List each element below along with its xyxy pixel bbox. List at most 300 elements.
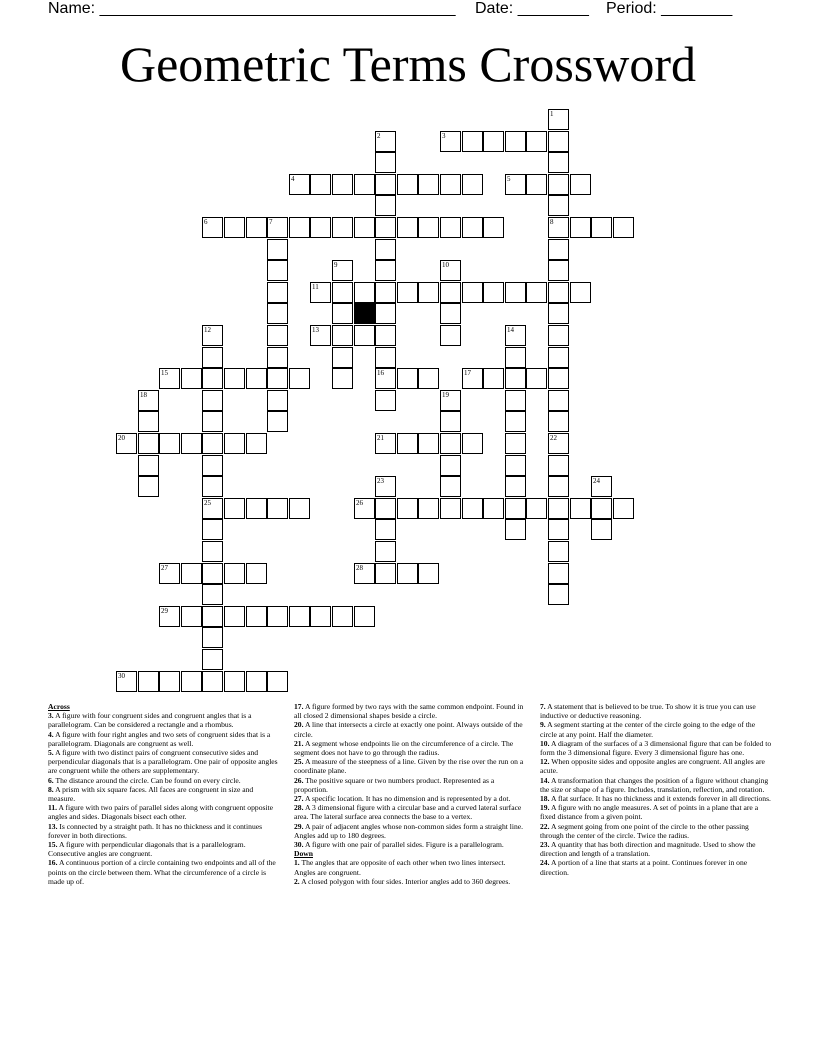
grid-cell[interactable] <box>505 390 526 411</box>
clue-number: 30 <box>118 672 125 680</box>
grid-cell[interactable] <box>332 368 353 389</box>
grid-cell[interactable] <box>267 303 288 324</box>
grid-cell[interactable] <box>246 498 267 519</box>
grid-cell[interactable] <box>440 174 461 195</box>
grid-cell[interactable] <box>548 325 569 346</box>
grid-cell[interactable] <box>224 433 245 454</box>
grid-cell[interactable] <box>526 498 547 519</box>
grid-cell[interactable] <box>548 282 569 303</box>
grid-cell[interactable] <box>440 390 461 411</box>
clue-number: 1 <box>550 110 554 118</box>
grid-cell[interactable] <box>375 195 396 216</box>
grid-cell[interactable] <box>246 217 267 238</box>
grid-cell[interactable] <box>548 217 569 238</box>
grid-cell[interactable] <box>397 563 418 584</box>
clue-number: 23. <box>540 840 550 850</box>
grid-cell[interactable] <box>483 217 504 238</box>
grid-cell[interactable] <box>375 131 396 152</box>
grid-cell[interactable] <box>548 239 569 260</box>
grid-cell[interactable] <box>224 563 245 584</box>
grid-cell[interactable] <box>548 390 569 411</box>
clue <box>294 840 526 849</box>
clue <box>48 840 280 858</box>
grid-cell[interactable] <box>310 174 331 195</box>
grid-cell[interactable] <box>354 282 375 303</box>
grid-cell[interactable] <box>267 239 288 260</box>
grid-cell[interactable] <box>289 498 310 519</box>
date-field[interactable]: Date: ________ <box>475 0 589 17</box>
clue-text: A flat surface. It has no thickness and it extends forever in all directions. <box>549 794 771 804</box>
grid-cell[interactable] <box>505 411 526 432</box>
clue-number: 4. <box>48 729 54 739</box>
clue-number: 9. <box>540 720 546 730</box>
grid-cell[interactable] <box>418 433 439 454</box>
grid-cell[interactable] <box>116 671 137 692</box>
clue-number: 20. <box>294 720 304 730</box>
grid-cell[interactable] <box>397 498 418 519</box>
grid-cell[interactable] <box>332 325 353 346</box>
grid-cell[interactable] <box>181 433 202 454</box>
grid-cell[interactable] <box>591 476 612 497</box>
grid-cell[interactable] <box>483 282 504 303</box>
grid-cell[interactable] <box>267 325 288 346</box>
clue-text: A diagram of the surfaces of a 3 dimensional figure that can be folded to form the 3 dimensional figure. Every 3 dimensional figure has one. <box>540 738 772 758</box>
grid-cell[interactable] <box>483 131 504 152</box>
clue-text: When opposite sides and opposite angles are congruent. All angles are acute. <box>540 757 765 776</box>
grid-cell[interactable] <box>375 390 396 411</box>
grid-cell[interactable] <box>526 174 547 195</box>
clue-number: 8. <box>48 784 54 794</box>
grid-cell[interactable] <box>332 606 353 627</box>
clue-number: 5. <box>48 748 54 758</box>
grid-cell[interactable] <box>202 563 223 584</box>
clue-number: 27. <box>294 794 304 804</box>
grid-cell[interactable] <box>462 131 483 152</box>
grid-cell[interactable] <box>202 606 223 627</box>
period-field[interactable]: Period: ________ <box>606 0 733 17</box>
grid-cell[interactable] <box>354 563 375 584</box>
grid-cell[interactable] <box>246 433 267 454</box>
grid-cell[interactable] <box>570 498 591 519</box>
clue-text: A transformation that changes the position of a figure without changing the size or shape of a figure. Includes, translation, reflection, and rotation. <box>540 775 769 794</box>
clue-text: A prism with six square faces. All faces are congruent in size and measure. <box>48 784 254 804</box>
grid-cell[interactable] <box>375 563 396 584</box>
grid-cell[interactable] <box>159 563 180 584</box>
grid-cell[interactable] <box>267 411 288 432</box>
grid-cell[interactable] <box>159 671 180 692</box>
grid-cell[interactable] <box>138 411 159 432</box>
grid-cell[interactable] <box>267 347 288 368</box>
grid-cell[interactable] <box>591 498 612 519</box>
grid-cell[interactable] <box>418 498 439 519</box>
grid-cell[interactable] <box>505 498 526 519</box>
grid-cell[interactable] <box>202 217 223 238</box>
clue-text: A figure with no angle measures. A set of points in a plane that are a fixed distance from a given point. <box>540 803 759 822</box>
clue-text: A pair of adjacent angles whose non-common sides form a straight line. Angles add up to 180 degrees. <box>294 821 524 840</box>
grid-cell[interactable] <box>202 584 223 605</box>
grid-cell[interactable] <box>332 217 353 238</box>
clue-number: 17. <box>294 702 304 711</box>
grid-cell[interactable] <box>202 627 223 648</box>
clue-number: 29. <box>294 821 304 831</box>
grid-cell[interactable] <box>354 498 375 519</box>
grid-cell[interactable] <box>548 455 569 476</box>
grid-cell[interactable] <box>440 433 461 454</box>
grid-cell[interactable] <box>138 476 159 497</box>
grid-cell[interactable] <box>246 606 267 627</box>
clue-number: 25. <box>294 757 304 767</box>
clue-number: 6 <box>204 218 208 226</box>
grid-cell[interactable] <box>462 217 483 238</box>
grid-cell[interactable] <box>548 433 569 454</box>
clue-text: A figure with perpendicular diagonals that is a parallelogram. Consecutive angles are congruent. <box>48 840 246 859</box>
clue-number: 20 <box>118 434 125 442</box>
clue <box>540 803 772 821</box>
grid-cell[interactable] <box>483 368 504 389</box>
grid-cell[interactable] <box>224 498 245 519</box>
grid-cell[interactable] <box>224 217 245 238</box>
grid-cell[interactable] <box>159 368 180 389</box>
clue-column-2 <box>294 702 526 886</box>
grid-block <box>354 303 375 324</box>
clue-number: 2 <box>377 132 381 140</box>
grid-cell[interactable] <box>267 390 288 411</box>
grid-cell[interactable] <box>375 325 396 346</box>
grid-cell[interactable] <box>548 476 569 497</box>
grid-cell[interactable] <box>440 455 461 476</box>
grid-cell[interactable] <box>332 260 353 281</box>
clue <box>48 711 280 729</box>
grid-cell[interactable] <box>613 217 634 238</box>
clue-number: 28 <box>356 564 363 572</box>
clue-number: 27 <box>161 564 168 572</box>
grid-cell[interactable] <box>505 368 526 389</box>
clue-text: A specific location. It has no dimension and is represented by a dot. <box>303 794 511 804</box>
grid-cell[interactable] <box>397 433 418 454</box>
grid-cell[interactable] <box>202 411 223 432</box>
grid-cell[interactable] <box>505 174 526 195</box>
clue-text: Is connected by a straight path. It has no thickness and it continues forever in both directions. <box>48 821 263 840</box>
grid-cell[interactable] <box>202 519 223 540</box>
clue-text: The angles that are opposite of each other when two lines intersect. Angles are congruent. <box>294 858 506 877</box>
clue-number: 15 <box>161 369 168 377</box>
grid-cell[interactable] <box>354 325 375 346</box>
grid-cell[interactable] <box>397 174 418 195</box>
grid-cell[interactable] <box>267 282 288 303</box>
grid-cell[interactable] <box>159 606 180 627</box>
grid-cell[interactable] <box>310 325 331 346</box>
grid-cell[interactable] <box>267 368 288 389</box>
grid-cell[interactable] <box>267 671 288 692</box>
grid-cell[interactable] <box>246 368 267 389</box>
clue-text: A quantity that has both direction and magnitude. Used to show the direction and length of a translation. <box>540 840 756 859</box>
grid-cell[interactable] <box>548 541 569 562</box>
grid-cell[interactable] <box>570 282 591 303</box>
grid-cell[interactable] <box>224 671 245 692</box>
clue-number: 28. <box>294 803 304 813</box>
grid-cell[interactable] <box>202 433 223 454</box>
grid-cell[interactable] <box>548 563 569 584</box>
grid-cell[interactable] <box>440 411 461 432</box>
grid-cell[interactable] <box>289 606 310 627</box>
grid-cell[interactable] <box>462 282 483 303</box>
grid-cell[interactable] <box>116 433 137 454</box>
grid-cell[interactable] <box>375 217 396 238</box>
grid-cell[interactable] <box>202 368 223 389</box>
grid-cell[interactable] <box>332 174 353 195</box>
grid-cell[interactable] <box>440 217 461 238</box>
grid-cell[interactable] <box>332 303 353 324</box>
grid-cell[interactable] <box>548 347 569 368</box>
grid-cell[interactable] <box>310 217 331 238</box>
grid-cell[interactable] <box>548 174 569 195</box>
grid-cell[interactable] <box>224 606 245 627</box>
grid-cell[interactable] <box>181 671 202 692</box>
grid-cell[interactable] <box>375 476 396 497</box>
grid-cell[interactable] <box>375 152 396 173</box>
grid-cell[interactable] <box>418 217 439 238</box>
clue-number: 10. <box>540 738 550 748</box>
grid-cell[interactable] <box>418 282 439 303</box>
clue-text: A statement that is believed to be true. To show it is true you can use inductive or deductive reasoning. <box>540 702 756 721</box>
clue <box>540 794 772 803</box>
grid-cell[interactable] <box>526 368 547 389</box>
grid-cell[interactable] <box>462 433 483 454</box>
grid-cell[interactable] <box>354 217 375 238</box>
clue-number: 7. <box>540 702 546 711</box>
grid-cell[interactable] <box>202 347 223 368</box>
grid-cell[interactable] <box>267 217 288 238</box>
grid-cell[interactable] <box>375 368 396 389</box>
grid-cell[interactable] <box>505 433 526 454</box>
grid-cell[interactable] <box>418 368 439 389</box>
clue-number: 29 <box>161 607 168 615</box>
grid-cell[interactable] <box>548 109 569 130</box>
grid-cell[interactable] <box>202 541 223 562</box>
clue-text: A continuous portion of a circle containing two endpoints and all of the points on the circle between them. What the circumference of a circle is made up of. <box>48 858 276 886</box>
grid-cell[interactable] <box>462 174 483 195</box>
grid-cell[interactable] <box>526 282 547 303</box>
grid-cell[interactable] <box>224 368 245 389</box>
grid-cell[interactable] <box>548 152 569 173</box>
grid-cell[interactable] <box>505 455 526 476</box>
clue-number: 19. <box>540 803 550 813</box>
grid-cell[interactable] <box>526 131 547 152</box>
clue <box>294 739 526 757</box>
grid-cell[interactable] <box>181 563 202 584</box>
grid-cell[interactable] <box>418 563 439 584</box>
clue-number: 14. <box>540 775 550 785</box>
grid-cell[interactable] <box>570 217 591 238</box>
grid-cell[interactable] <box>375 541 396 562</box>
grid-cell[interactable] <box>354 606 375 627</box>
clue-number: 26 <box>356 499 363 507</box>
clue-number: 9 <box>334 261 338 269</box>
clue <box>48 730 280 748</box>
clue-text: A segment starting at the center of the circle going to the edge of the circle at any point. Half the diameter. <box>540 720 756 739</box>
grid-cell[interactable] <box>505 347 526 368</box>
clue <box>48 785 280 803</box>
clue-number: 14 <box>507 326 514 334</box>
grid-cell[interactable] <box>440 303 461 324</box>
grid-cell[interactable] <box>332 347 353 368</box>
grid-cell[interactable] <box>332 282 353 303</box>
clue-number: 3. <box>48 711 54 721</box>
clue-number: 21. <box>294 738 304 748</box>
grid-cell[interactable] <box>202 476 223 497</box>
clue <box>540 702 772 720</box>
grid-cell[interactable] <box>548 584 569 605</box>
clue-text: A line that intersects a circle at exactly one point. Always outside of the circle. <box>294 720 523 739</box>
grid-cell[interactable] <box>505 325 526 346</box>
grid-cell[interactable] <box>548 368 569 389</box>
grid-cell[interactable] <box>548 303 569 324</box>
clue <box>48 776 280 785</box>
clue-text: A portion of a line that starts at a point. Continues forever in one direction. <box>540 858 748 877</box>
grid-cell[interactable] <box>267 260 288 281</box>
grid-cell[interactable] <box>462 498 483 519</box>
grid-cell[interactable] <box>138 390 159 411</box>
clue-text: The positive square or two numbers product. Represented as a proportion. <box>294 775 495 794</box>
grid-cell[interactable] <box>138 671 159 692</box>
clue <box>294 794 526 803</box>
page-title: Geometric Terms Crossword <box>119 36 697 92</box>
clue-text: The distance around the circle. Can be found on every circle. <box>53 775 241 785</box>
grid-cell[interactable] <box>440 131 461 152</box>
grid-cell[interactable] <box>181 606 202 627</box>
grid-cell[interactable] <box>138 455 159 476</box>
clue <box>294 776 526 794</box>
grid-cell[interactable] <box>548 195 569 216</box>
clue-number: 16. <box>48 858 58 868</box>
grid-cell[interactable] <box>505 476 526 497</box>
grid-cell[interactable] <box>440 498 461 519</box>
clue <box>294 720 526 738</box>
grid-cell[interactable] <box>440 260 461 281</box>
grid-cell[interactable] <box>310 606 331 627</box>
grid-cell[interactable] <box>202 671 223 692</box>
clue-number: 11. <box>48 803 58 813</box>
clue-number: 17 <box>464 369 471 377</box>
grid-cell[interactable] <box>570 174 591 195</box>
clue-number: 1. <box>294 858 300 868</box>
grid-cell[interactable] <box>375 519 396 540</box>
grid-cell[interactable] <box>505 282 526 303</box>
grid-cell[interactable] <box>418 174 439 195</box>
grid-cell[interactable] <box>246 563 267 584</box>
clue <box>294 858 526 876</box>
grid-cell[interactable] <box>375 239 396 260</box>
grid-cell[interactable] <box>505 131 526 152</box>
grid-cell[interactable] <box>267 606 288 627</box>
clue-number: 19 <box>442 391 449 399</box>
grid-cell[interactable] <box>289 174 310 195</box>
grid-cell[interactable] <box>289 217 310 238</box>
grid-cell[interactable] <box>548 131 569 152</box>
clue-number: 18 <box>140 391 147 399</box>
grid-cell[interactable] <box>375 174 396 195</box>
grid-cell[interactable] <box>375 282 396 303</box>
grid-cell[interactable] <box>202 390 223 411</box>
grid-cell[interactable] <box>397 368 418 389</box>
clue-number: 18. <box>540 794 550 804</box>
name-field[interactable]: Name: ________________________________________ <box>48 0 456 17</box>
grid-cell[interactable] <box>397 217 418 238</box>
grid-cell[interactable] <box>483 498 504 519</box>
grid-cell[interactable] <box>202 649 223 670</box>
grid-cell[interactable] <box>246 671 267 692</box>
grid-cell[interactable] <box>548 411 569 432</box>
clue-text: A 3 dimensional figure with a circular base and a curved lateral surface area. The lateral surface area connects the base to a vertex. <box>294 803 522 822</box>
grid-cell[interactable] <box>440 476 461 497</box>
grid-cell[interactable] <box>289 368 310 389</box>
clue-number: 22. <box>540 821 550 831</box>
grid-cell[interactable] <box>138 433 159 454</box>
grid-cell[interactable] <box>548 498 569 519</box>
clue <box>294 702 526 720</box>
clue-text: A figure with one pair of parallel sides. Figure is a parallelogram. <box>303 840 504 850</box>
clue-number: 24 <box>593 477 600 485</box>
grid-cell[interactable] <box>548 519 569 540</box>
clue <box>540 739 772 757</box>
clue-number: 15. <box>48 840 58 850</box>
grid-cell[interactable] <box>310 282 331 303</box>
clue <box>540 840 772 858</box>
grid-cell[interactable] <box>397 282 418 303</box>
grid-cell[interactable] <box>159 433 180 454</box>
clue-number: 13 <box>312 326 319 334</box>
grid-cell[interactable] <box>181 368 202 389</box>
clue-text: A segment going from one point of the circle to the other passing through the center of the circle. Twice the radius. <box>540 821 749 840</box>
grid-cell[interactable] <box>202 498 223 519</box>
clue <box>540 822 772 840</box>
clue-number: 11 <box>312 283 319 291</box>
grid-cell[interactable] <box>591 519 612 540</box>
grid-cell[interactable] <box>267 498 288 519</box>
clue-text: A figure with four congruent sides and congruent angles that is a parallelogram. Can be considered a rectangle and a rhombus. <box>48 711 252 730</box>
clue-column-3 <box>540 702 772 886</box>
clue <box>540 720 772 738</box>
grid-cell[interactable] <box>591 217 612 238</box>
grid-cell[interactable] <box>440 325 461 346</box>
clue-number: 16 <box>377 369 384 377</box>
clue-text: A figure with two pairs of parallel sides along with congruent opposite angles and sides. Diagonals bisect each other. <box>48 803 274 822</box>
clue-text: A figure formed by two rays with the same common endpoint. Found in all closed 2 dimensional shapes beside a circle. <box>294 702 524 721</box>
clue <box>48 748 280 776</box>
grid-cell[interactable] <box>548 260 569 281</box>
grid-cell[interactable] <box>505 519 526 540</box>
grid-cell[interactable] <box>462 368 483 389</box>
grid-cell[interactable] <box>375 260 396 281</box>
grid-cell[interactable] <box>375 498 396 519</box>
grid-cell[interactable] <box>375 347 396 368</box>
clue-number: 30. <box>294 840 304 850</box>
grid-cell[interactable] <box>354 174 375 195</box>
clue-number: 24. <box>540 858 550 868</box>
grid-cell[interactable] <box>440 282 461 303</box>
grid-cell[interactable] <box>613 498 634 519</box>
grid-cell[interactable] <box>375 303 396 324</box>
grid-cell[interactable] <box>202 455 223 476</box>
clue <box>540 858 772 876</box>
grid-cell[interactable] <box>202 325 223 346</box>
clue-number: 5 <box>507 175 511 183</box>
clue-list <box>48 702 786 886</box>
clue-text: A measure of the steepness of a line. Given by the rise over the run on a coordinate plane. <box>294 757 524 776</box>
clue-number: 6. <box>48 775 54 785</box>
clue-number: 3 <box>442 132 446 140</box>
grid-cell[interactable] <box>375 433 396 454</box>
